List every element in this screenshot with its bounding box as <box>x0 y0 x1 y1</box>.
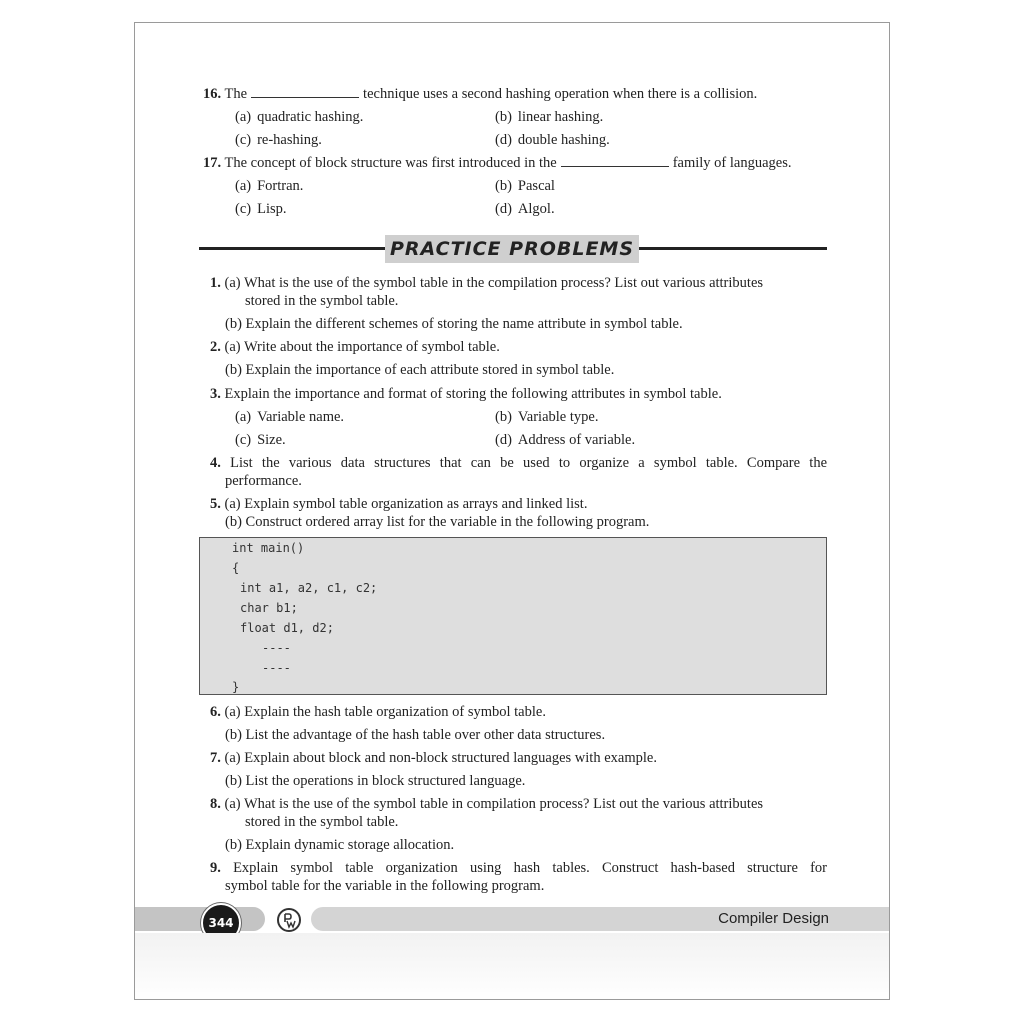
option-text: double hashing. <box>517 132 610 148</box>
option <box>495 108 603 126</box>
problem-subpart: (b) List the advantage of the hash table over other data structures. <box>225 727 606 743</box>
fill-blank <box>561 154 669 167</box>
question-number: 17. <box>203 155 222 171</box>
code-line: { <box>232 561 240 575</box>
publisher-logo-icon <box>277 908 301 932</box>
problem-text-continued: stored in the symbol table. <box>245 293 399 309</box>
option-text: Variable name. <box>257 409 345 425</box>
problem-7 <box>210 749 657 767</box>
problem-text: (a) Write about the importance of symbol table. <box>224 339 500 355</box>
option-label: (b) <box>495 178 512 194</box>
problem-number: 8. <box>210 796 221 812</box>
page-number-badge: 344 <box>201 903 241 943</box>
option-text: quadratic hashing. <box>257 109 364 125</box>
section-title: PRACTICE PROBLEMS <box>385 235 639 263</box>
document-page <box>134 22 890 1000</box>
problem-subpart: (b) Explain dynamic storage allocation. <box>225 837 455 853</box>
problem-number: 5. <box>210 496 221 512</box>
option-label: (a) <box>235 409 252 425</box>
option <box>235 431 286 449</box>
problem-subpart: (b) Explain the importance of each attribute stored in symbol table. <box>225 362 615 378</box>
option <box>495 408 598 426</box>
code-line: int a1, a2, c1, c2; <box>240 581 378 595</box>
code-line: int main() <box>232 541 305 555</box>
question-text-pre: The <box>224 86 248 102</box>
problem-text-continued: stored in the symbol table. <box>245 814 399 830</box>
problem-text: (a) What is the use of the symbol table in compilation process? List out the various attributes <box>224 796 764 812</box>
code-listing <box>199 537 827 695</box>
problem-1 <box>210 274 763 292</box>
book-title: Compiler Design <box>718 910 829 927</box>
option-text: Algol. <box>517 201 555 217</box>
problem-text: Explain the importance and format of storing the following attributes in symbol table. <box>224 386 722 402</box>
code-line: float d1, d2; <box>240 621 334 635</box>
option-text: Address of variable. <box>517 432 636 448</box>
problem-number: 7. <box>210 750 221 766</box>
option <box>495 177 555 195</box>
heading-rule-left <box>199 247 385 250</box>
problem-text-continued: performance. <box>225 473 302 489</box>
question-number: 16. <box>203 86 222 102</box>
option <box>235 177 303 195</box>
option <box>235 108 363 126</box>
problem-9 <box>210 859 827 877</box>
problem-number: 1. <box>210 275 221 291</box>
option-label: (d) <box>495 432 512 448</box>
option-text: Lisp. <box>257 201 287 217</box>
problem-text: (a) Explain the hash table organization of symbol table. <box>224 704 546 720</box>
problem-number: 4. <box>210 455 221 471</box>
option <box>495 431 635 449</box>
problem-subpart: (b) Explain the different schemes of storing the name attribute in symbol table. <box>225 316 683 332</box>
option-label: (d) <box>495 201 512 217</box>
option-text: Variable type. <box>517 409 599 425</box>
option-text: Size. <box>257 432 286 448</box>
problem-text: List the various data structures that can be used to organize a symbol table. Compare the <box>230 455 828 471</box>
section-heading-bar <box>199 235 827 263</box>
problem-subpart: (b) List the operations in block structured language. <box>225 773 526 789</box>
option-text: Fortran. <box>257 178 304 194</box>
footer-band-left <box>135 907 265 931</box>
problem-text-continued: symbol table for the variable in the following program. <box>225 878 545 894</box>
problem-text: (a) Explain about block and non-block structured languages with example. <box>224 750 657 766</box>
option-label: (b) <box>495 409 512 425</box>
option <box>235 408 344 426</box>
question-17 <box>203 154 791 172</box>
code-line: ---- <box>262 641 291 655</box>
option-text: linear hashing. <box>517 109 604 125</box>
option <box>235 131 322 149</box>
problem-number: 3. <box>210 386 221 402</box>
option-label: (c) <box>235 432 252 448</box>
option-label: (d) <box>495 132 512 148</box>
option-text: Pascal <box>517 178 555 194</box>
option-label: (b) <box>495 109 512 125</box>
problem-number: 6. <box>210 704 221 720</box>
problem-subpart: (b) Construct ordered array list for the variable in the following program. <box>225 514 650 530</box>
problem-text: (a) What is the use of the symbol table in the compilation process? List out various attributes <box>224 275 764 291</box>
problem-6 <box>210 703 546 721</box>
problem-number: 2. <box>210 339 221 355</box>
option-label: (a) <box>235 178 252 194</box>
fill-blank <box>251 85 359 98</box>
problem-text: (a) Explain symbol table organization as arrays and linked list. <box>224 496 588 512</box>
question-text-post: family of languages. <box>672 155 792 171</box>
question-text-pre: The concept of block structure was first introduced in the <box>224 155 557 171</box>
option-text: re-hashing. <box>257 132 322 148</box>
problem-3 <box>210 385 722 403</box>
option-label: (c) <box>235 132 252 148</box>
code-line: char b1; <box>240 601 298 615</box>
option <box>495 200 555 218</box>
heading-rule-right <box>639 247 827 250</box>
problem-5 <box>210 495 587 513</box>
option <box>235 200 287 218</box>
code-line: } <box>232 680 240 694</box>
problem-2 <box>210 338 500 356</box>
problem-4 <box>210 454 827 472</box>
question-text-post: technique uses a second hashing operation when there is a collision. <box>363 86 758 102</box>
page-bottom-decoration <box>135 933 890 1000</box>
publisher-logo-mark <box>279 910 299 930</box>
code-line: ---- <box>262 661 291 675</box>
problem-8 <box>210 795 763 813</box>
problem-number: 9. <box>210 860 221 876</box>
question-16 <box>203 85 757 103</box>
option-label: (c) <box>235 201 252 217</box>
option-label: (a) <box>235 109 252 125</box>
option <box>495 131 610 149</box>
problem-text: Explain symbol table organization using hash tables. Construct hash-based structure for <box>233 860 827 876</box>
